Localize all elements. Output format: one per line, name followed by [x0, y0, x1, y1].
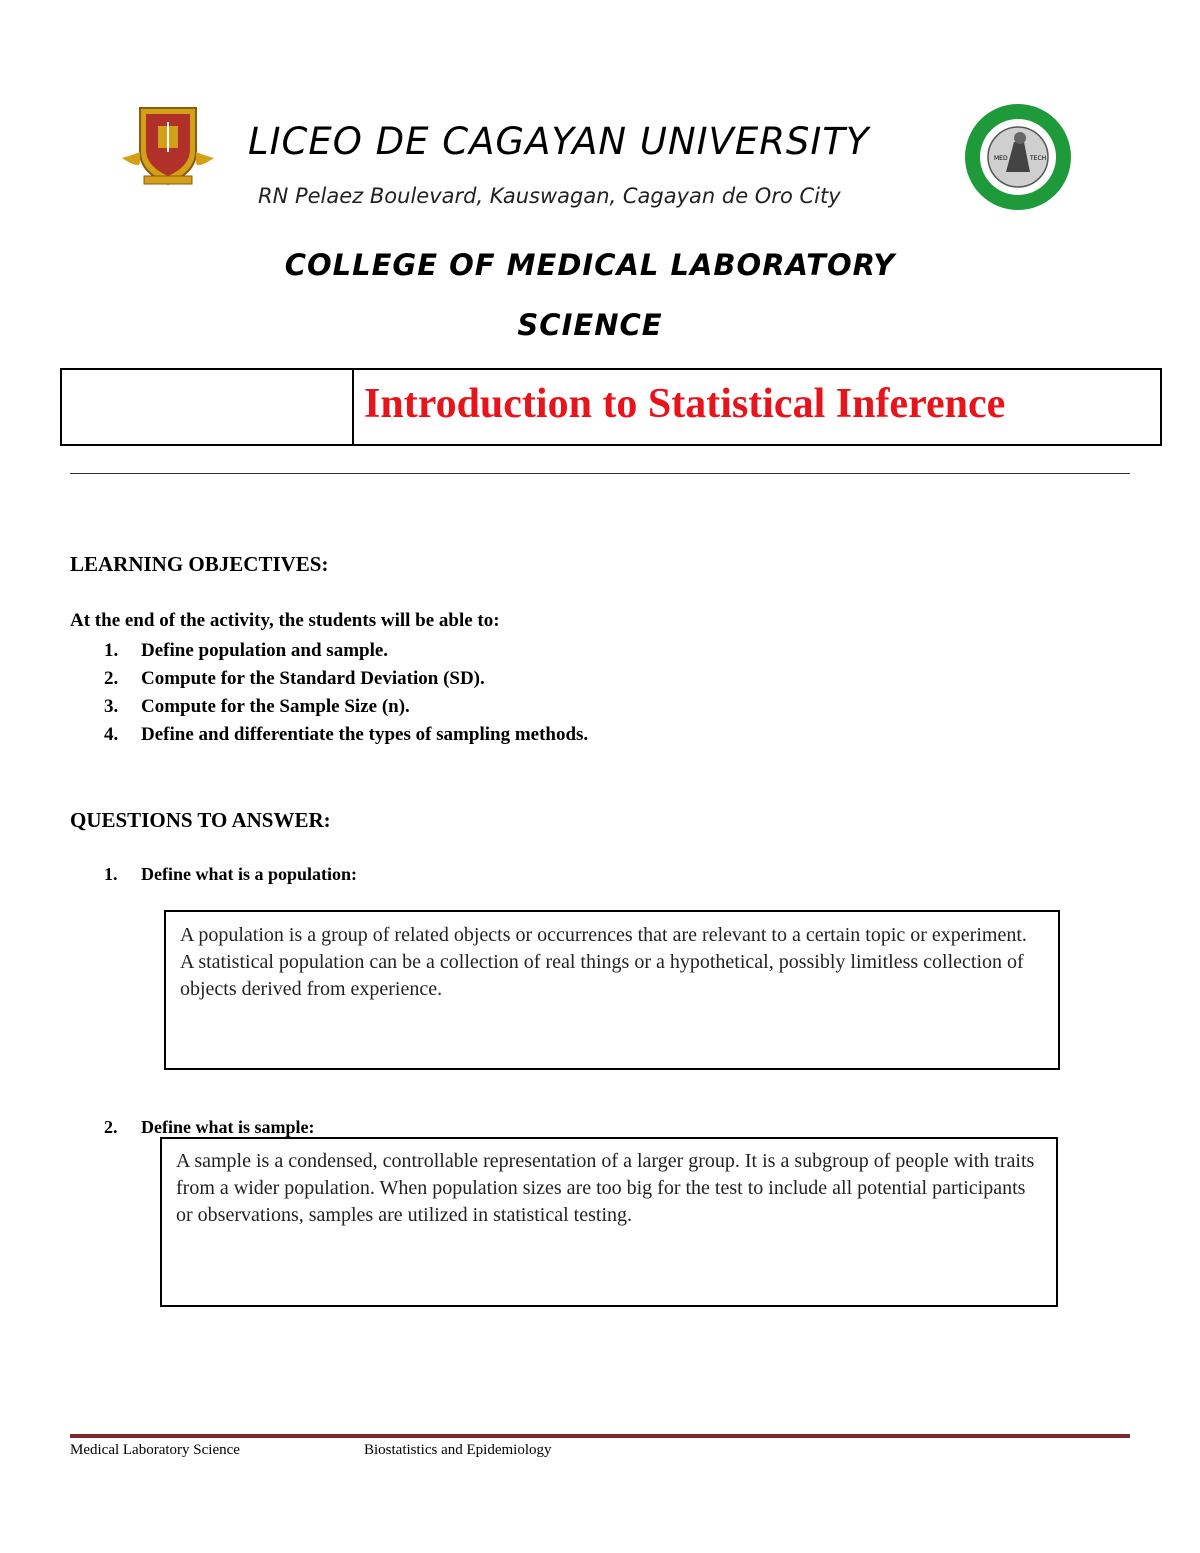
university-address: RN Pelaez Boulevard, Kauswagan, Cagayan de Oro City — [258, 184, 841, 208]
answer-1-box[interactable]: A population is a group of related objects or occurrences that are relevant to a certain topic or experiment. A statistical population can be a collection of real things or a hypothetical, possibly limitless collection of objects derived from experience. — [164, 910, 1060, 1070]
header-divider — [70, 473, 1130, 474]
list-item-text: Define population and sample. — [141, 640, 389, 661]
seal-text-tech: TECH — [1030, 155, 1047, 162]
question-text: Define what is sample: — [141, 1117, 315, 1137]
question-1 — [104, 864, 357, 885]
list-item — [104, 721, 588, 749]
list-item-text: Define and differentiate the types of sampling methods. — [141, 724, 589, 745]
objectives-list — [104, 637, 588, 749]
question-number: 2. — [104, 1117, 118, 1137]
list-item-number: 3. — [104, 696, 119, 717]
university-name: LICEO DE CAGAYAN UNIVERSITY — [248, 120, 870, 163]
footer-program: Medical Laboratory Science — [70, 1442, 240, 1458]
list-item — [104, 693, 588, 721]
list-item-number: 1. — [104, 640, 119, 661]
questions-heading: QUESTIONS TO ANSWER: — [70, 808, 331, 832]
list-item — [104, 637, 588, 665]
footer-divider — [70, 1434, 1130, 1438]
title-table-empty-cell — [62, 370, 354, 444]
document-title: Introduction to Statistical Inference — [364, 381, 1006, 427]
college-name-line1: COLLEGE OF MEDICAL LABORATORY — [284, 248, 896, 282]
list-item-number: 4. — [104, 724, 119, 745]
university-logo — [118, 100, 218, 190]
question-number: 1. — [104, 864, 118, 884]
title-table — [60, 368, 1162, 446]
answer-2-box[interactable]: A sample is a condensed, controllable representation of a larger group. It is a subgroup of people with traits from a wider population. When population sizes are too big for the test to include all potential participants or observations, samples are utilized in statistical testing. — [160, 1137, 1058, 1307]
list-item — [104, 665, 588, 693]
objectives-intro: At the end of the activity, the students will be able to: — [70, 610, 500, 631]
college-name-line2: SCIENCE — [517, 308, 663, 342]
seal-text-med: MED — [994, 155, 1008, 162]
list-item-text: Compute for the Standard Deviation (SD). — [141, 668, 485, 689]
learning-objectives-heading: LEARNING OBJECTIVES: — [70, 552, 329, 576]
question-text: Define what is a population: — [141, 864, 358, 884]
list-item-number: 2. — [104, 668, 119, 689]
footer-course: Biostatistics and Epidemiology — [364, 1442, 552, 1458]
college-seal-logo — [958, 102, 1078, 212]
question-2 — [104, 1117, 315, 1138]
list-item-text: Compute for the Sample Size (n). — [141, 696, 410, 717]
